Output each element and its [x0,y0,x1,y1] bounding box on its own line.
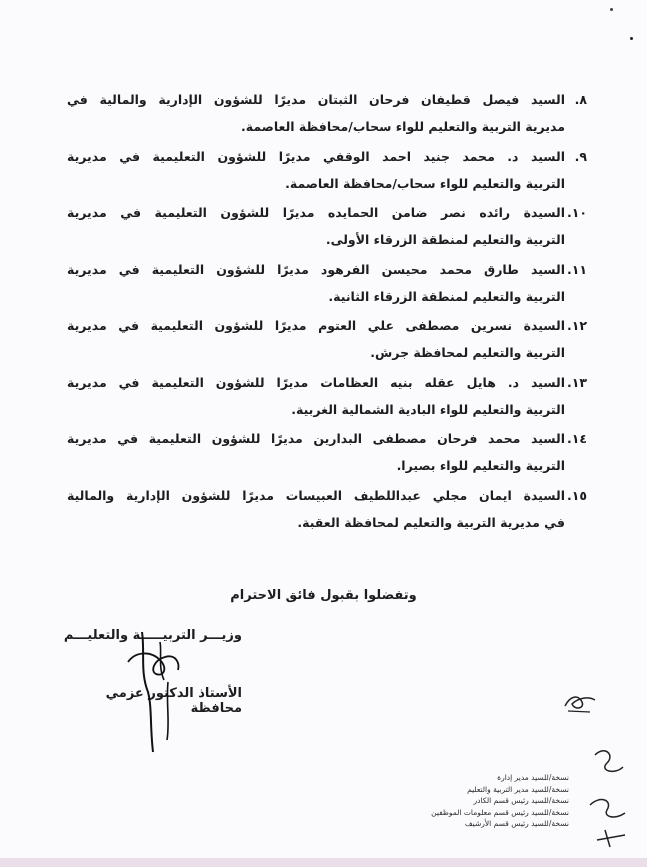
item-number: ١٠. [566,205,587,220]
item-text-line1: السيدة نسرين مصطفى علي العتوم مديرًا للشؤون التعليمية في مديرية [67,318,565,333]
mark-dot [610,8,613,11]
closing-salutation: وتفضلوا بقبول فائق الاحترام [230,588,417,603]
item-number: ١٤. [566,431,587,446]
item-text-line2: التربية والتعليم لمنطقة الزرقاء الأولى. [325,232,565,247]
list-item [67,258,587,315]
item-text-line2: التربية والتعليم للواء البادية الشمالية الغربية. [291,401,565,417]
appointment-list [67,88,587,540]
item-text-line2: التربية والتعليم لمحافظة جرش. [370,345,565,360]
initials-mark-icon [585,745,635,855]
bottom-band [0,858,647,867]
cc-list [369,772,569,830]
item-text-line1: السيدة ايمان مجلي عبداللطيف العبيسات مديرًا للشؤون الإدارية والمالية [67,487,565,503]
item-text-line2: التربية والتعليم للواء بصيرا. [396,458,565,473]
cc-item: نسخة/للسيد رئيس قسم الأرشيف [464,819,569,829]
item-text-line1: السيد د. هايل عقله بنيه العظامات مديرًا للشؤون التعليمية في مديرية [67,374,565,390]
minister-name: الأستاذ الدكتور عزمي محافظة [105,686,242,716]
item-text-line1: السيد فيصل قطيفان فرحان الثبتان مديرًا للشؤون الإدارية والمالية في [67,92,565,107]
item-number: ٨. [574,92,587,107]
item-number: ٩. [574,148,587,164]
handwritten-signature-icon [120,622,190,757]
item-text-line2: في مديرية التربية والتعليم لمحافظة العقبة. [297,514,565,530]
cc-item: نسخة/للسيد رئيس قسم معلومات الموظفين [431,807,569,817]
list-item [67,371,587,428]
list-item [67,314,587,371]
item-number: ١٥. [566,487,587,503]
item-number: ١٣. [566,374,587,390]
list-item [67,88,587,145]
item-text-line1: السيد د. محمد جنيد احمد الوقفي مديرًا للشؤون التعليمية في مديرية [67,148,565,164]
cc-item: نسخة/للسيد رئيس قسم الكادر [473,796,569,806]
mark-dot [630,37,633,40]
item-number: ١٢. [566,318,587,333]
cc-item: نسخة/للسيد مدير إدارة [497,773,569,782]
item-text-line1: السيد طارق محمد محيسن الفرهود مديرًا للشؤون التعليمية في مديرية [67,261,565,277]
minister-title: وزيـــر التربيـــــة والتعليـــم [63,628,242,643]
item-text-line2: مديرية التربية والتعليم للواء سحاب/محافظة العاصمة. [241,119,565,134]
list-item [67,145,587,202]
list-item [67,484,587,541]
list-item [67,427,587,484]
item-text-line1: السيدة رائده نصر ضامن الحمايده مديرًا للشؤون التعليمية في مديرية [67,205,565,220]
list-item [67,201,587,258]
item-text-line2: التربية والتعليم لمنطقة الزرقاء الثانية. [328,288,565,304]
item-number: ١١. [566,261,587,277]
item-text-line2: التربية والتعليم للواء سحاب/محافظة العاصمة. [285,175,565,191]
cc-item: نسخة/للسيد مدير التربية والتعليم [467,784,569,794]
item-text-line1: السيد محمد فرحان مصطفى البدارين مديرًا للشؤون التعليمية في مديرية [67,431,565,446]
initials-mark-icon [560,686,600,716]
